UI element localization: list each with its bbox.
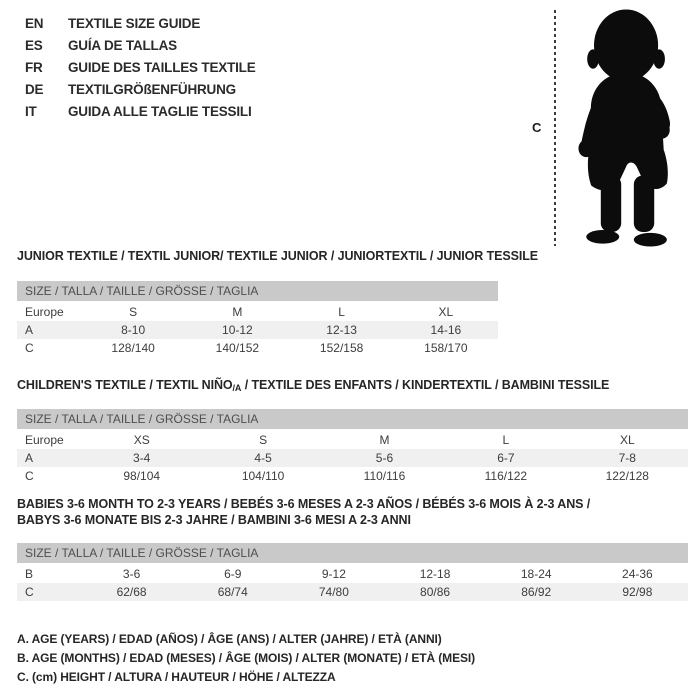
- row-label: Europe: [25, 305, 64, 319]
- row-label: C: [25, 469, 34, 483]
- section-junior-textile: [17, 248, 538, 357]
- section-title-junior: JUNIOR TEXTILE / TEXTIL JUNIOR/ TEXTILE JUNIOR / JUNIORTEXTIL / JUNIOR TESSILE: [17, 249, 538, 263]
- language-list: [25, 13, 256, 123]
- height-figure: [528, 4, 700, 250]
- height-measure-dashed-line: [554, 10, 556, 246]
- language-label: TEXTILGRÖßENFÜHRUNG: [68, 82, 236, 97]
- table-row-months: [17, 565, 688, 583]
- months-cell: 6-9: [224, 567, 242, 581]
- size-cell: XL: [619, 433, 635, 447]
- age-cell: 14-16: [430, 323, 462, 337]
- legend-line-a: A. AGE (YEARS) / EDAD (AÑOS) / ÂGE (ANS) / ALTER (JAHRE) / ETÀ (ANNI): [17, 632, 442, 646]
- height-cell: 158/170: [424, 341, 468, 355]
- row-label: Europe: [25, 433, 64, 447]
- height-cell: 140/152: [215, 341, 260, 355]
- language-row-de: [25, 79, 256, 101]
- table-row-europe: [17, 303, 498, 321]
- months-cell: 18-24: [520, 567, 552, 581]
- language-label: GUÍA DE TALLAS: [68, 38, 177, 53]
- language-label: GUIDA ALLE TAGLIE TESSILI: [68, 104, 252, 119]
- months-cell: 24-36: [622, 567, 653, 581]
- height-cell: 122/128: [605, 469, 649, 483]
- table-row-age: [17, 449, 688, 467]
- height-cell: 110/116: [363, 469, 406, 483]
- section-childrens-textile: [17, 377, 688, 485]
- language-label: GUIDE DES TAILLES TEXTILE: [68, 60, 256, 75]
- language-code: EN: [25, 16, 44, 31]
- language-code: ES: [25, 38, 43, 53]
- section-title-babies-line1: BABIES 3-6 MONTH TO 2-3 YEARS / BEBÉS 3-6 MESES A 2-3 AÑOS / BÉBÉS 3-6 MOIS À 2-3 ANS /: [17, 497, 591, 511]
- height-cell: 68/74: [217, 585, 248, 599]
- height-cell: 86/92: [521, 585, 552, 599]
- months-cell: 12-18: [419, 567, 451, 581]
- size-cell: L: [338, 305, 345, 319]
- height-cell: 74/80: [318, 585, 349, 599]
- table-row-age: [17, 321, 498, 339]
- babies-size-table: [17, 565, 688, 601]
- height-cell: 104/110: [241, 469, 285, 483]
- height-measure-label: C: [532, 120, 542, 135]
- table-row-height: [17, 467, 688, 485]
- table-row-europe: [17, 431, 688, 449]
- size-header-band-babies: SIZE / TALLA / TAILLE / GRÖSSE / TAGLIA: [17, 543, 688, 563]
- size-cell: L: [502, 433, 510, 447]
- size-cell: XS: [133, 433, 150, 447]
- size-header-band-children: SIZE / TALLA / TAILLE / GRÖSSE / TAGLIA: [17, 409, 688, 429]
- children-size-table: [17, 431, 688, 485]
- size-cell: S: [129, 305, 138, 319]
- table-row-height: [17, 339, 498, 357]
- height-cell: 152/158: [319, 341, 364, 355]
- age-cell: 8-10: [121, 323, 146, 337]
- language-code: IT: [25, 104, 37, 119]
- height-cell: 116/122: [484, 469, 528, 483]
- size-cell: XL: [438, 305, 454, 319]
- age-cell: 7-8: [618, 451, 636, 465]
- toddler-silhouette-icon: [560, 6, 696, 250]
- language-row-it: [25, 101, 256, 123]
- age-cell: 4-5: [254, 451, 272, 465]
- height-cell: 98/104: [123, 469, 161, 483]
- months-cell: 3-6: [122, 567, 141, 581]
- language-row-en: [25, 13, 256, 35]
- row-label: C: [25, 341, 34, 355]
- size-header-band-junior: SIZE / TALLA / TAILLE / GRÖSSE / TAGLIA: [17, 281, 498, 301]
- row-label: A: [25, 323, 34, 337]
- language-row-es: [25, 35, 256, 57]
- section-title-children: [17, 377, 688, 396]
- legend-line-b: B. AGE (MONTHS) / EDAD (MESES) / ÂGE (MOIS) / ALTER (MONATE) / ETÀ (MESI): [17, 651, 476, 665]
- age-cell: 3-4: [133, 451, 151, 465]
- size-cell: S: [259, 433, 268, 447]
- height-cell: 128/140: [111, 341, 155, 355]
- section-title-babies-line2: BABYS 3-6 MONATE BIS 2-3 JAHRE / BAMBINI 3-6 MESI A 2-3 ANNI: [17, 513, 411, 527]
- language-code: FR: [25, 60, 43, 75]
- age-cell: 5-6: [375, 451, 394, 465]
- legend-line-c: C. (cm) HEIGHT / ALTURA / HAUTEUR / HÖHE / ALTEZZA: [17, 670, 336, 684]
- row-label: B: [25, 567, 34, 581]
- language-row-fr: [25, 57, 256, 79]
- section-babies-textile: [17, 496, 688, 601]
- age-cell: 10-12: [222, 323, 253, 337]
- language-label: TEXTILE SIZE GUIDE: [68, 16, 201, 31]
- height-cell: 92/98: [622, 585, 653, 599]
- months-cell: 9-12: [321, 567, 346, 581]
- row-label: A: [25, 451, 34, 465]
- measurement-legend: [17, 630, 475, 687]
- height-cell: 80/86: [420, 585, 451, 599]
- size-cell: M: [232, 305, 243, 319]
- size-cell: M: [379, 433, 390, 447]
- language-code: DE: [25, 82, 44, 97]
- title-text: / TEXTILE DES ENFANTS / KINDERTEXTIL / BAMBINI TESSILE: [241, 378, 610, 392]
- title-text: CHILDREN'S TEXTILE / TEXTIL NIÑO: [17, 378, 233, 392]
- age-cell: 6-7: [497, 451, 515, 465]
- height-cell: 62/68: [116, 585, 147, 599]
- junior-size-table: [17, 303, 498, 357]
- title-subscript: /A: [232, 383, 242, 393]
- row-label: C: [25, 585, 34, 599]
- table-row-height: [17, 583, 688, 601]
- age-cell: 12-13: [326, 323, 357, 337]
